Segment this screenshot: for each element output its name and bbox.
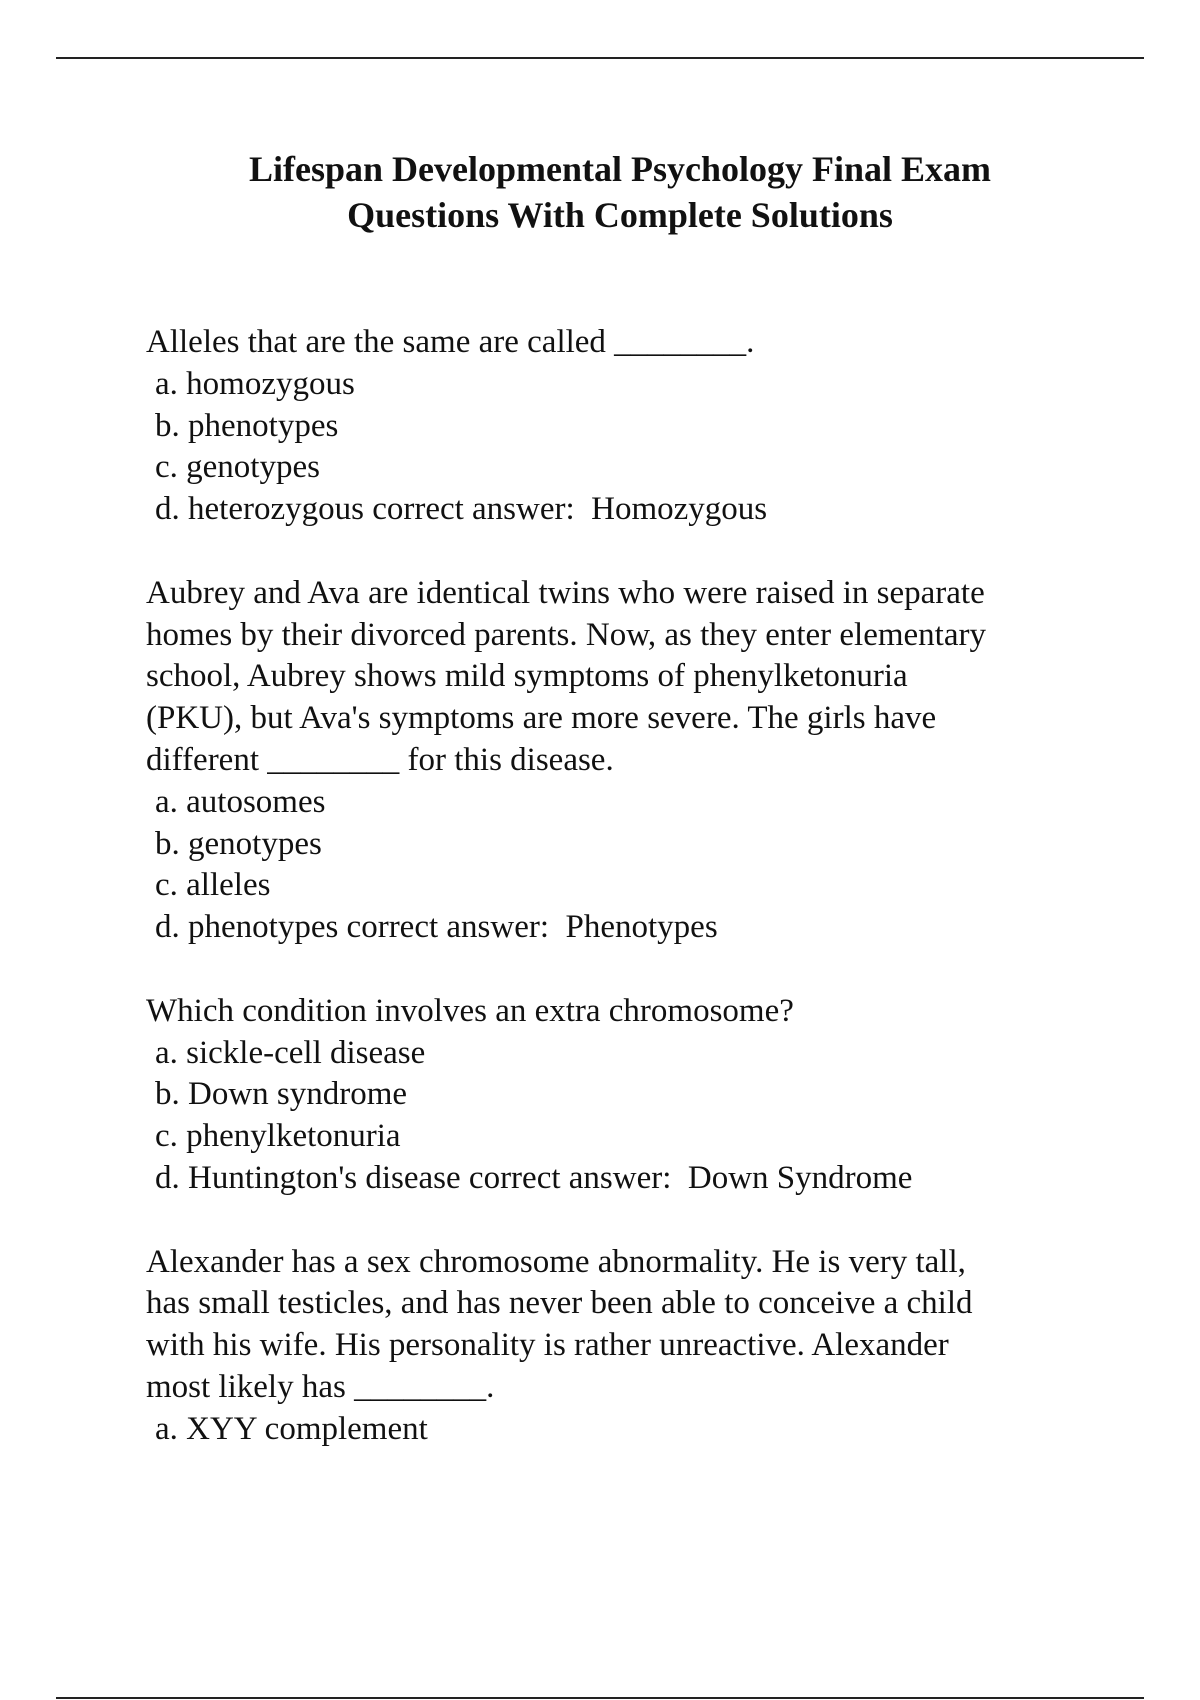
question-stem: Aubrey and Ava are identical twins who were raised in separate homes by their divorced parents. Now, as they enter elementary school, Aubrey shows mild symptoms of phenylketonuria (PKU), but Ava's symptoms are more severe. The girls have different ________ for this disease. (146, 574, 986, 778)
option-a: a. sickle-cell disease (155, 1034, 426, 1071)
option-b: b. phenotypes (155, 407, 339, 444)
option-list (146, 1409, 1106, 1451)
option-a: a. homozygous (155, 365, 355, 402)
document-title (100, 146, 1140, 238)
option-d-with-answer: d. phenotypes correct answer: Phenotypes (155, 909, 718, 946)
option-list (146, 364, 1106, 531)
option-c: c. phenylketonuria (155, 1118, 401, 1155)
option-list (146, 782, 1106, 949)
question-list (146, 322, 1106, 1451)
top-rule (56, 57, 1144, 59)
title-line-1: Lifespan Developmental Psychology Final Exam (248, 149, 991, 189)
option-list (146, 1033, 1106, 1200)
question-4 (146, 1242, 1106, 1451)
option-a: a. XYY complement (155, 1410, 428, 1447)
question-stem: Which condition involves an extra chromosome? (146, 992, 794, 1029)
option-c: c. alleles (155, 867, 271, 904)
option-b: b. genotypes (155, 825, 322, 862)
title-line-2: Questions With Complete Solutions (347, 195, 893, 235)
question-1 (146, 322, 1106, 531)
question-3 (146, 991, 1106, 1200)
option-c: c. genotypes (155, 449, 320, 486)
question-stem: Alleles that are the same are called ________. (146, 324, 755, 360)
bottom-rule (56, 1697, 1144, 1699)
question-2 (146, 573, 1106, 949)
option-d-with-answer: d. Huntington's disease correct answer: Down Syndrome (155, 1159, 913, 1196)
option-d-with-answer: d. heterozygous correct answer: Homozygous (155, 491, 768, 528)
option-a: a. autosomes (155, 783, 326, 820)
question-stem: Alexander has a sex chromosome abnormality. He is very tall, has small testicles, and has never been able to conceive a child with his wife. His personality is rather unreactive. Alexander most likely has ________. (146, 1243, 973, 1405)
option-b: b. Down syndrome (155, 1076, 408, 1113)
